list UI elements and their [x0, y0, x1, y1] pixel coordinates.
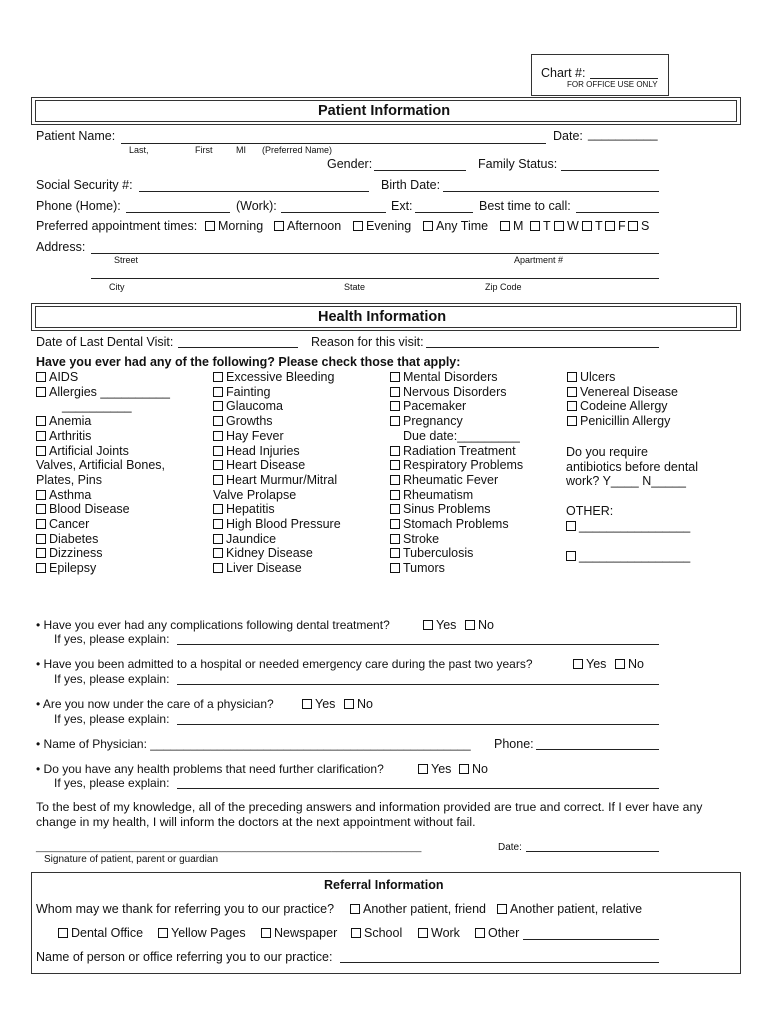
checkbox[interactable] [261, 928, 271, 938]
last-visit-field[interactable] [178, 347, 298, 348]
condition-label: Respiratory Problems [403, 458, 524, 473]
condition-item[interactable] [213, 370, 341, 385]
referral-option-other[interactable]: Other [475, 926, 519, 940]
condition-label: Radiation Treatment [403, 443, 516, 458]
condition-label: Hepatitis [226, 502, 275, 517]
day-option-th[interactable]: T [582, 219, 603, 233]
q-hospital-explain-label: If yes, please explain: [54, 672, 170, 686]
checkbox[interactable] [390, 401, 400, 411]
checkbox[interactable] [213, 387, 223, 397]
day-option-f[interactable]: F [605, 219, 626, 233]
checkbox[interactable] [567, 387, 577, 397]
referral-name-field[interactable] [340, 962, 659, 963]
referral-option-dental-office[interactable]: Dental Office [58, 926, 143, 940]
condition-item[interactable] [390, 414, 523, 429]
best-time-label: Best time to call: [479, 199, 571, 213]
checkbox[interactable] [350, 904, 360, 914]
q-physician-name: • Name of Physician: ________________________________________________ [36, 737, 471, 751]
checkbox[interactable] [465, 620, 475, 630]
condition-item[interactable] [213, 458, 341, 473]
condition-label: Tumors [403, 561, 445, 576]
condition-item[interactable] [36, 488, 170, 503]
condition-item[interactable] [213, 385, 341, 400]
address-label: Address: [36, 240, 86, 254]
checkbox[interactable] [274, 221, 284, 231]
checkbox[interactable] [566, 551, 576, 561]
referral-option-school[interactable]: School [351, 926, 402, 940]
chart-number-field[interactable] [590, 78, 658, 79]
conditions-col-4 [567, 370, 678, 429]
condition-item[interactable] [36, 414, 170, 429]
checkbox[interactable] [213, 446, 223, 456]
condition-item[interactable] [390, 517, 523, 532]
condition-label: Venereal Disease [580, 384, 678, 399]
checkbox[interactable] [36, 372, 46, 382]
address-city-field[interactable] [91, 278, 659, 279]
checkbox[interactable] [459, 764, 469, 774]
condition-label: Jaundice [226, 531, 277, 546]
other-entry-2[interactable]: ________________ [566, 549, 690, 563]
attestation-line-1: To the best of my knowledge, all of the preceding answers and information provided are true and correct. If I ever have any [36, 800, 703, 814]
referral-option-yellow-pages[interactable]: Yellow Pages [158, 926, 246, 940]
checkbox[interactable] [36, 431, 46, 441]
condition-item[interactable] [567, 385, 678, 400]
reason-field[interactable] [426, 347, 659, 348]
gender-label: Gender: [327, 157, 373, 171]
q-complications-yes[interactable]: Yes [423, 618, 456, 632]
checkbox[interactable] [213, 519, 223, 529]
checkbox[interactable] [353, 221, 363, 231]
name-sub-mi: MI [236, 145, 246, 155]
checkbox[interactable] [302, 699, 312, 709]
checkbox[interactable] [36, 504, 46, 514]
q-clarification-no[interactable]: No [459, 762, 488, 776]
referral-name-label: Name of person or office referring you to our practice: [36, 950, 333, 964]
condition-label: Rheumatism [403, 487, 474, 502]
family-status-field[interactable] [561, 170, 659, 171]
condition-item[interactable] [36, 532, 170, 547]
condition-item[interactable] [36, 385, 170, 400]
condition-item[interactable] [213, 532, 341, 547]
checkbox[interactable] [213, 460, 223, 470]
condition-label: Liver Disease [226, 561, 302, 576]
conditions-question: Have you ever had any of the following? Please check those that apply: [36, 355, 461, 369]
condition-label: Glaucoma [226, 399, 283, 414]
referral-option-newspaper[interactable]: Newspaper [261, 926, 337, 940]
ssn-field[interactable] [139, 191, 369, 192]
condition-item[interactable] [390, 370, 523, 385]
last-visit-label: Date of Last Dental Visit: [36, 335, 174, 349]
condition-label: Pregnancy [403, 414, 463, 429]
q-physician-care-no[interactable]: No [344, 697, 373, 711]
condition-label: Asthma [49, 487, 92, 502]
ext-field[interactable] [415, 212, 473, 213]
condition-label: Pacemaker [403, 399, 467, 414]
condition-item [36, 399, 170, 414]
checkbox[interactable] [36, 563, 46, 573]
checkbox[interactable] [390, 534, 400, 544]
q-clarification-explain-field[interactable] [177, 788, 659, 789]
checkbox[interactable] [582, 221, 592, 231]
referral-option-work[interactable]: Work [418, 926, 460, 940]
condition-item[interactable] [36, 561, 170, 576]
name-sub-preferred: (Preferred Name) [262, 145, 333, 155]
checkbox[interactable] [530, 221, 540, 231]
referral-whom-label: Whom may we thank for referring you to our practice? [36, 902, 335, 916]
condition-label: Heart Murmur/Mitral [226, 472, 338, 487]
checkbox[interactable] [213, 372, 223, 382]
checkbox[interactable] [213, 431, 223, 441]
q-physician-care-yes[interactable]: Yes [302, 697, 335, 711]
checkbox[interactable] [390, 490, 400, 500]
checkbox[interactable] [390, 372, 400, 382]
condition-label: Penicillin Allergy [580, 414, 671, 429]
q-clarification-yes[interactable]: Yes [418, 762, 451, 776]
checkbox[interactable] [390, 563, 400, 573]
phone-work-label: (Work): [236, 199, 277, 213]
condition-item[interactable] [213, 561, 341, 576]
checkbox[interactable] [390, 475, 400, 485]
condition-label: Anemia [49, 414, 92, 429]
day-option-t[interactable]: T [530, 219, 551, 233]
physician-phone-label: Phone: [494, 737, 534, 751]
checkbox[interactable] [390, 446, 400, 456]
condition-item[interactable] [213, 429, 341, 444]
best-time-field[interactable] [576, 212, 659, 213]
condition-label: Blood Disease [49, 502, 130, 517]
condition-label: __________ [62, 399, 132, 414]
checkbox[interactable] [36, 490, 46, 500]
condition-label: Stomach Problems [403, 517, 509, 532]
condition-label: Growths [226, 414, 273, 429]
condition-item[interactable] [36, 429, 170, 444]
q-clarification: • Do you have any health problems that need further clarification? [36, 762, 384, 776]
condition-label: Due date:_________ [403, 428, 520, 443]
checkbox[interactable] [158, 928, 168, 938]
checkbox[interactable] [573, 659, 583, 669]
name-sub-last: Last, [129, 145, 149, 155]
checkbox[interactable] [36, 548, 46, 558]
condition-item[interactable] [36, 444, 170, 459]
condition-label: Nervous Disorders [403, 384, 507, 399]
condition-label: High Blood Pressure [226, 517, 341, 532]
checkbox[interactable] [344, 699, 354, 709]
checkbox[interactable] [213, 504, 223, 514]
attestation-line-2: change in my health, I will inform the doctors at the next appointment without fail. [36, 815, 476, 829]
physician-phone-field[interactable] [536, 749, 659, 750]
condition-item[interactable] [390, 473, 523, 488]
checkbox[interactable] [205, 221, 215, 231]
condition-item[interactable] [390, 502, 523, 517]
checkbox[interactable] [390, 460, 400, 470]
condition-label: Cancer [49, 517, 90, 532]
signature-label: Signature of patient, parent or guardian [44, 854, 219, 865]
condition-label: Mental Disorders [403, 370, 498, 384]
family-status-label: Family Status: [478, 157, 558, 171]
checkbox[interactable] [36, 387, 46, 397]
checkbox[interactable] [390, 548, 400, 558]
phone-home-field[interactable] [126, 212, 230, 213]
birth-date-label: Birth Date: [381, 178, 441, 192]
other-entry-1[interactable]: ________________ [566, 519, 690, 533]
checkbox[interactable] [554, 221, 564, 231]
checkbox[interactable] [36, 534, 46, 544]
checkbox[interactable] [500, 221, 510, 231]
condition-item[interactable] [36, 546, 170, 561]
referral-other-field[interactable] [523, 939, 659, 940]
apartment-sub-label: Apartment # [514, 255, 564, 265]
q-hospital-no[interactable]: No [615, 657, 644, 671]
condition-item[interactable] [213, 444, 341, 459]
phone-home-label: Phone (Home): [36, 199, 121, 213]
checkbox[interactable] [418, 764, 428, 774]
checkbox[interactable] [213, 401, 223, 411]
condition-item[interactable] [390, 532, 523, 547]
q-physician-care-explain-field[interactable] [177, 724, 659, 725]
checkbox[interactable] [605, 221, 615, 231]
q-complications-explain-label: If yes, please explain: [54, 632, 170, 646]
patient-info-title: Patient Information [318, 103, 451, 119]
referral-option-friend[interactable]: Another patient, friend [350, 902, 486, 916]
condition-label: Heart Disease [226, 458, 306, 473]
time-option-morning[interactable]: Morning [205, 219, 263, 233]
condition-label: Ulcers [580, 370, 616, 384]
condition-item[interactable] [213, 517, 341, 532]
checkbox[interactable] [615, 659, 625, 669]
checkbox[interactable] [213, 534, 223, 544]
time-option-afternoon[interactable]: Afternoon [274, 219, 341, 233]
checkbox[interactable] [567, 401, 577, 411]
condition-label: Hay Fever [226, 428, 284, 443]
checkbox[interactable] [213, 416, 223, 426]
date-label: Date: [553, 129, 583, 143]
state-sub-label: State [344, 282, 366, 292]
condition-item[interactable] [213, 502, 341, 517]
condition-label: AIDS [49, 370, 79, 384]
q-hospital-yes[interactable]: Yes [573, 657, 606, 671]
condition-item[interactable] [390, 561, 523, 576]
condition-label: Valve Prolapse [213, 487, 297, 502]
condition-label: Valves, Artificial Bones, [36, 458, 165, 473]
condition-label: Fainting [226, 384, 271, 399]
other-label: OTHER: [566, 504, 614, 518]
checkbox[interactable] [36, 446, 46, 456]
condition-item[interactable] [36, 370, 170, 385]
condition-label: Excessive Bleeding [226, 370, 335, 384]
condition-item[interactable] [390, 546, 523, 561]
condition-item[interactable] [390, 488, 523, 503]
condition-item[interactable] [213, 473, 341, 488]
signature-date-field[interactable] [526, 851, 659, 852]
condition-label: Allergies __________ [49, 384, 170, 399]
checkbox[interactable] [423, 620, 433, 630]
zip-sub-label: Zip Code [485, 282, 522, 292]
condition-item[interactable] [390, 399, 523, 414]
checkbox[interactable] [36, 519, 46, 529]
condition-item[interactable] [390, 458, 523, 473]
day-option-m[interactable]: M [500, 219, 523, 233]
day-option-s[interactable]: S [628, 219, 649, 233]
street-sub-label: Street [114, 255, 139, 265]
checkbox[interactable] [213, 548, 223, 558]
time-option-any[interactable]: Any Time [423, 219, 488, 233]
checkbox[interactable] [36, 416, 46, 426]
referral-title: Referral Information [324, 878, 444, 892]
checkbox[interactable] [390, 519, 400, 529]
q-hospital: • Have you been admitted to a hospital or needed emergency care during the past two years? [36, 657, 533, 671]
antibiotics-question: Do you require antibiotics before dental work? Y____ N_____ [566, 445, 699, 489]
city-sub-label: City [109, 282, 125, 292]
checkbox[interactable] [58, 928, 68, 938]
condition-label: Head Injuries [226, 443, 300, 458]
name-sub-first: First [195, 145, 213, 155]
condition-item[interactable] [567, 370, 678, 385]
condition-item[interactable] [567, 414, 678, 429]
checkbox[interactable] [390, 387, 400, 397]
condition-item [213, 488, 341, 503]
signature-date-label: Date: [498, 842, 522, 853]
patient-name-field[interactable] [121, 143, 546, 144]
office-use-note: FOR OFFICE USE ONLY [567, 80, 658, 89]
date-field[interactable]: __________ [588, 127, 658, 141]
referral-option-relative[interactable]: Another patient, relative [497, 902, 642, 916]
q-clarification-explain-label: If yes, please explain: [54, 776, 170, 790]
condition-label: Sinus Problems [403, 502, 491, 517]
condition-label: Artificial Joints [49, 443, 129, 458]
condition-item[interactable] [36, 517, 170, 532]
q-complications-no[interactable]: No [465, 618, 494, 632]
condition-item[interactable] [390, 385, 523, 400]
checkbox[interactable] [418, 928, 428, 938]
gender-field[interactable] [374, 170, 466, 171]
condition-item[interactable] [213, 546, 341, 561]
checkbox[interactable] [390, 504, 400, 514]
condition-item[interactable] [213, 399, 341, 414]
checkbox[interactable] [213, 475, 223, 485]
condition-item[interactable] [36, 502, 170, 517]
address-street-field[interactable] [91, 253, 659, 254]
condition-label: Plates, Pins [36, 472, 103, 487]
condition-item[interactable] [390, 444, 523, 459]
condition-label: Kidney Disease [226, 546, 313, 561]
ext-label: Ext: [391, 199, 413, 213]
condition-item[interactable] [213, 414, 341, 429]
checkbox[interactable] [628, 221, 638, 231]
checkbox[interactable] [497, 904, 507, 914]
reason-label: Reason for this visit: [311, 335, 424, 349]
phone-work-field[interactable] [281, 212, 386, 213]
condition-label: Diabetes [49, 531, 99, 546]
condition-label: Tuberculosis [403, 546, 474, 561]
q-hospital-explain-field[interactable] [177, 684, 659, 685]
checkbox[interactable] [213, 563, 223, 573]
condition-item [390, 429, 523, 444]
checkbox[interactable] [567, 372, 577, 382]
time-option-evening[interactable]: Evening [353, 219, 411, 233]
condition-label: Rheumatic Fever [403, 472, 499, 487]
pref-times-label: Preferred appointment times: [36, 219, 198, 233]
day-option-w[interactable]: W [554, 219, 579, 233]
conditions-col-1 [36, 370, 170, 576]
checkbox[interactable] [475, 928, 485, 938]
conditions-col-2 [213, 370, 341, 576]
health-info-title: Health Information [318, 309, 447, 325]
q-physician-care: • Are you now under the care of a physician? [36, 697, 274, 711]
physician-name-field[interactable]: ________________________________________________ [150, 737, 471, 751]
birth-date-field[interactable] [443, 191, 659, 192]
condition-item[interactable] [567, 399, 678, 414]
condition-label: Dizziness [49, 546, 103, 561]
condition-label: Arthritis [49, 428, 92, 443]
condition-label: Codeine Allergy [580, 399, 668, 414]
condition-label: Epilepsy [49, 561, 97, 576]
checkbox[interactable] [390, 416, 400, 426]
q-complications-explain-field[interactable] [177, 644, 659, 645]
checkbox[interactable] [423, 221, 433, 231]
condition-item [36, 473, 170, 488]
signature-field[interactable]: _____________________________________________________________________________ [36, 842, 422, 852]
q-complications: • Have you ever had any complications following dental treatment? [36, 618, 390, 632]
condition-label: Stroke [403, 531, 440, 546]
ssn-label: Social Security #: [36, 178, 133, 192]
checkbox[interactable] [567, 416, 577, 426]
checkbox[interactable] [351, 928, 361, 938]
condition-item [36, 458, 170, 473]
conditions-col-3 [390, 370, 523, 576]
patient-name-label: Patient Name: [36, 129, 116, 143]
chart-number-label: Chart #: [541, 66, 586, 80]
q-physician-care-explain-label: If yes, please explain: [54, 712, 170, 726]
checkbox[interactable] [566, 521, 576, 531]
